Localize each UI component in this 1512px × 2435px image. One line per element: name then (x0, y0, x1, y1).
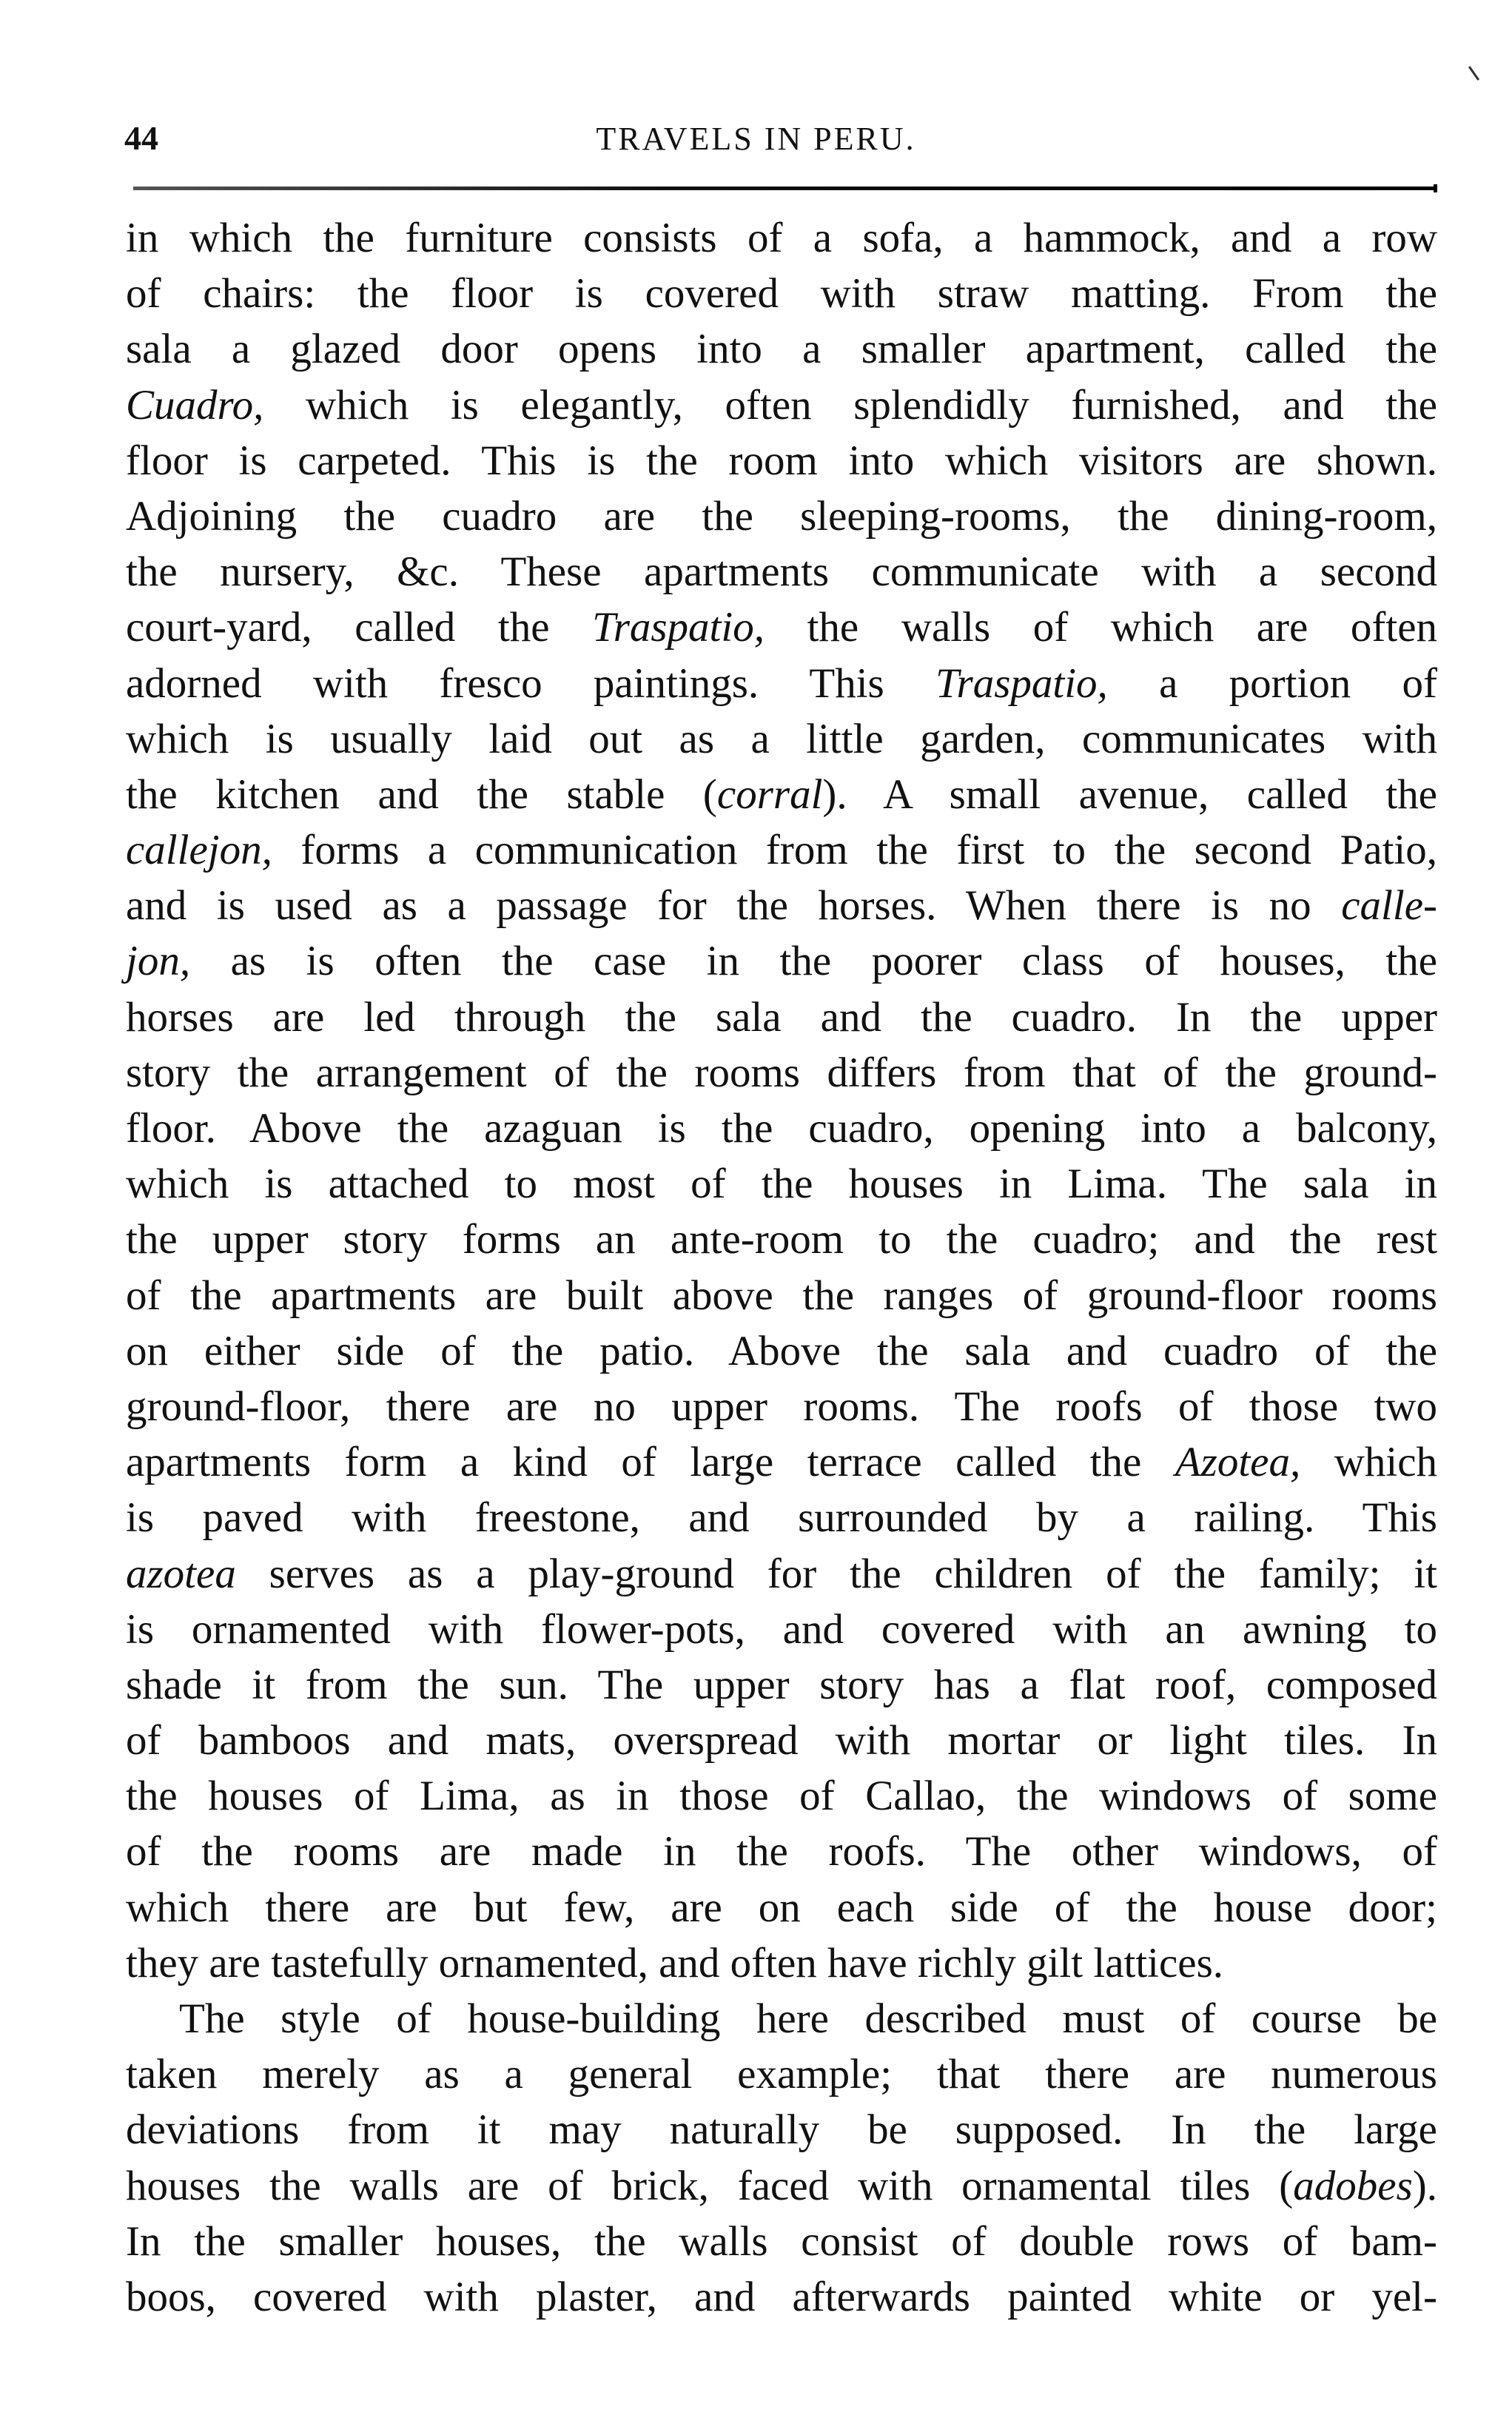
text-line (126, 1379, 1437, 1434)
text-segment: ground-floor, there are no upper rooms. The roofs of those two (126, 1383, 1437, 1430)
text-line (126, 2214, 1437, 2269)
text-segment: which there are but few, are on each side of the house door; (126, 1884, 1437, 1931)
text-segment: is ornamented with flower-pots, and covered with an awning to (126, 1605, 1437, 1653)
text-segment: shade it from the sun. The upper story has a flat roof, composed (126, 1661, 1437, 1708)
text-line (126, 1768, 1437, 1824)
text-segment: which (1300, 1439, 1437, 1486)
text-line (126, 544, 1437, 599)
text-line (126, 933, 1437, 989)
italic-text: Traspatio, (592, 604, 765, 651)
scan-mark (1468, 66, 1479, 81)
text-segment: they are tastefully ornamented, and often have richly gilt lattices. (126, 1939, 1224, 1986)
text-line (126, 2158, 1437, 2214)
text-line (126, 1434, 1437, 1490)
text-segment: In the smaller houses, the walls consist of double rows of bam- (126, 2217, 1437, 2265)
text-segment: as is often the case in the poorer class of houses, the (190, 938, 1437, 985)
text-segment: the houses of Lima, as in those of Callao, the windows of some (126, 1773, 1437, 1820)
header-rule (133, 187, 1437, 190)
text-segment: the kitchen and the stable ( (126, 770, 717, 818)
text-segment: sala a glazed door opens into a smaller apartment, called the (126, 326, 1437, 373)
text-segment: ). (1412, 2162, 1437, 2209)
text-line (126, 1880, 1437, 1935)
text-line (126, 2102, 1437, 2157)
text-line (126, 1156, 1437, 1212)
text-line (126, 767, 1437, 822)
text-segment: a portion of (1107, 659, 1437, 707)
text-line (126, 1657, 1437, 1713)
running-title: TRAVELS IN PERU. (596, 121, 916, 157)
text-segment: on either side of the patio. Above the sala and cuadro of the (126, 1327, 1437, 1374)
text-segment: which is elegantly, often splendidly furnished, and the (263, 381, 1437, 429)
text-segment: court-yard, called the (126, 604, 593, 651)
text-line (126, 1602, 1437, 1657)
text-segment: which is usually laid out as a little garden, communicates with (126, 715, 1437, 762)
text-segment: of the apartments are built above the ranges of ground-floor rooms (126, 1272, 1437, 1319)
text-line (126, 1490, 1437, 1545)
italic-text: adobes (1293, 2162, 1413, 2209)
text-line (126, 488, 1437, 544)
italic-text: azotea (126, 1550, 236, 1597)
text-line (126, 1713, 1437, 1768)
italic-text: calle- (1341, 882, 1437, 930)
italic-text: Cuadro, (126, 381, 264, 429)
text-segment: story the arrangement of the rooms differs from that of the ground- (126, 1049, 1437, 1096)
text-line (126, 1824, 1437, 1879)
text-line (126, 2046, 1437, 2102)
text-segment: is paved with freestone, and surrounded by a railing. This (126, 1494, 1437, 1542)
text-line (126, 1323, 1437, 1379)
text-segment: forms a communication from the first to the second Patio, (272, 827, 1437, 874)
text-line (126, 377, 1437, 433)
text-segment: of chairs: the floor is covered with straw matting. From the (126, 270, 1437, 318)
text-segment: of the rooms are made in the roofs. The other windows, of (126, 1828, 1437, 1875)
text-line (126, 599, 1437, 655)
text-segment: the nursery, &c. These apartments communicate with a second (126, 548, 1437, 596)
text-segment: horses are led through the sala and the cuadro. In the upper (126, 993, 1437, 1041)
italic-text: callejon, (126, 827, 272, 874)
text-line (126, 1268, 1437, 1323)
text-line (126, 878, 1437, 933)
text-segment: boos, covered with plaster, and afterwards painted white or yel- (126, 2273, 1437, 2320)
text-segment: Adjoining the cuadro are the sleeping-rooms, the dining-room, (126, 492, 1437, 540)
text-segment: adorned with fresco paintings. This (126, 659, 935, 707)
text-segment: of bamboos and mats, overspread with mortar or light tiles. In (126, 1717, 1437, 1764)
italic-text: Azotea, (1175, 1439, 1301, 1486)
text-segment: The style of house-building here described must of course be (179, 1995, 1437, 2042)
text-line (126, 1101, 1437, 1156)
text-segment: in which the furniture consists of a sofa, a hammock, and a row (126, 215, 1437, 261)
text-segment: apartments form a kind of large terrace called the (126, 1439, 1175, 1486)
text-segment: floor. Above the azaguan is the cuadro, opening into a balcony, (126, 1105, 1437, 1152)
text-line (126, 1546, 1437, 1602)
text-segment: ). A small avenue, called the (822, 770, 1438, 818)
italic-text: Traspatio, (935, 659, 1108, 707)
text-line (126, 990, 1437, 1045)
text-segment: the upper story forms an ante-room to the cuadro; and the rest (126, 1216, 1437, 1263)
text-line (126, 210, 1437, 266)
text-line (126, 1045, 1437, 1101)
text-line (126, 711, 1437, 767)
text-line (126, 266, 1437, 321)
text-segment: houses the walls are of brick, faced with ornamental tiles ( (126, 2162, 1294, 2209)
text-line (126, 1991, 1437, 2046)
page-body-text (126, 210, 1437, 2325)
text-line (126, 1935, 1437, 1991)
text-segment: which is attached to most of the houses in Lima. The sala in (126, 1161, 1437, 1208)
text-segment: taken merely as a general example; that there are numerous (126, 2051, 1437, 2098)
page-number: 44 (124, 119, 158, 157)
text-segment: the walls of which are often (764, 604, 1437, 651)
text-line (126, 656, 1437, 711)
text-line (126, 822, 1437, 878)
text-segment: serves as a play-ground for the children of the family; it (235, 1550, 1437, 1597)
text-line (126, 321, 1437, 377)
italic-text: jon, (126, 938, 191, 985)
text-line (126, 2269, 1437, 2325)
text-segment: and is used as a passage for the horses. When there is no (126, 882, 1342, 930)
text-line (126, 433, 1437, 488)
italic-text: corral (716, 770, 823, 818)
text-line (126, 1212, 1437, 1267)
text-segment: deviations from it may naturally be supposed. In the large (126, 2106, 1437, 2154)
text-segment: floor is carpeted. This is the room into which visitors are shown. (126, 437, 1437, 484)
